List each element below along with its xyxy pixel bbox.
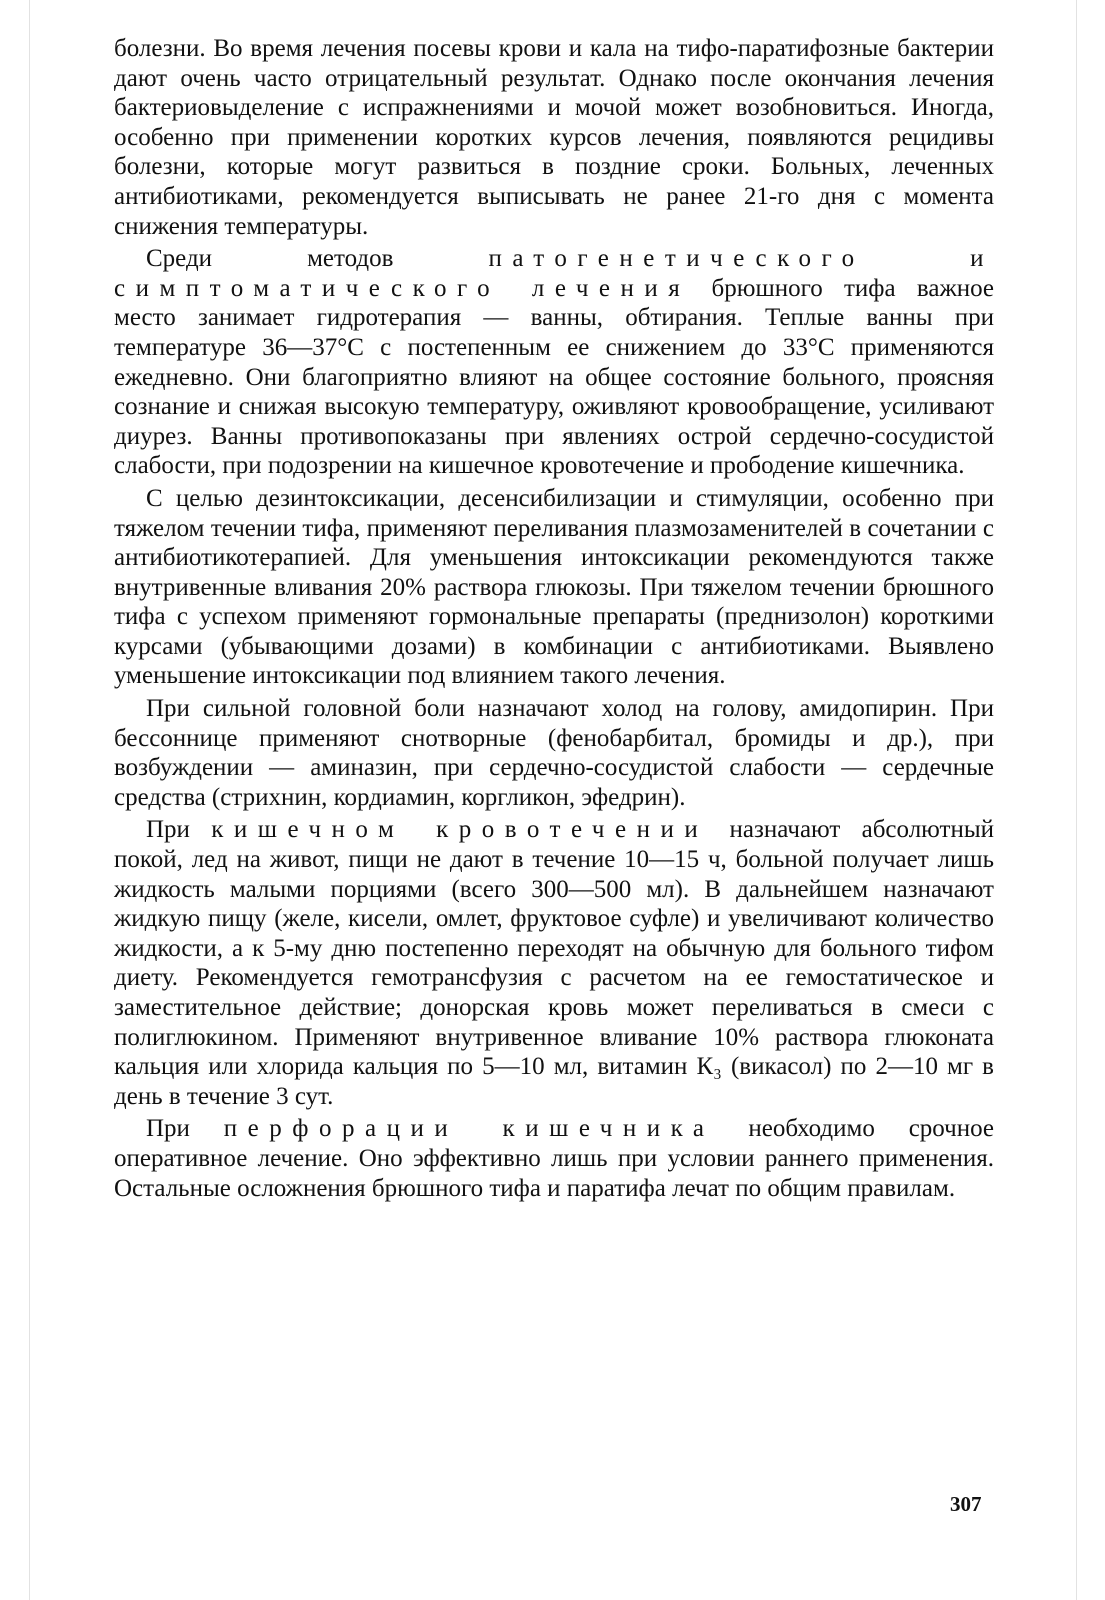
emphasis-pathogenetic-treatment: патогенетического и симптоматического лечения: [114, 245, 994, 302]
page-right-edge: [1076, 0, 1077, 1600]
paragraph-symptomatic-drugs: При сильной головной боли назначают холод на голову, амидопирин. При бессоннице применяют снотворные (фенобарбитал, бромиды и др.), при возбуждении — аминазин, при сердечно-сосудистой слабости — сердечные средства (стрихнин, кордиамин, коргликон, эфедрин).: [114, 695, 994, 811]
paragraph-perforation-body: необходимо срочное оперативное лечение. Оно эффективно лишь при условии раннего применения. Остальные осложнения брюшного тифа и паратифа лечат по общим правилам.: [114, 1115, 994, 1202]
paragraph-hydrotherapy: [114, 244, 994, 481]
page-left-edge: [29, 0, 30, 1600]
page-number: 307: [950, 1492, 982, 1516]
emphasis-intestinal-bleeding: кишечном кровотечении: [211, 816, 709, 844]
paragraph-perforation-lead: При: [146, 1115, 224, 1143]
paragraph-bleeding-lead: При: [146, 816, 212, 844]
paragraph-detoxification: С целью дезинтоксикации, десенсибилизации и стимуляции, особенно при тяжелом течении тифа, применяют переливания плазмозаменителей в сочетании с антибиотикотерапией. Для уменьшения интоксикации рекомендуются также внутривенные вливания 20% раствора глюкозы. При тяжелом течении брюшного тифа с успехом применяют гормональные препараты (преднизолон) короткими курсами (убывающими дозами) в комбинации с антибиотиками. Выявлено уменьшение интоксикации под влиянием такого лечения.: [114, 484, 994, 690]
paragraph-recovery-discharge: болезни. Во время лечения посевы крови и кала на тифо-паратифозные бактерии дают очень часто отрицательный результат. Однако после окончания лечения бактериовыделение с испражнениями и мочой может возобновиться. Иногда, особенно при применении коротких курсов лечения, появляются рецидивы болезни, которые могут развиться в поздние сроки. Больных, леченных антибиотиками, рекомендуется выписывать не ранее 21-го дня с момента снижения температуры.: [114, 35, 994, 240]
emphasis-intestinal-perforation: перфорации кишечника: [223, 1115, 715, 1143]
body-text: [114, 34, 994, 1206]
paragraph-intestinal-bleeding: [114, 815, 994, 1111]
paragraph-hydrotherapy-body: брюшного тифа важное место занимает гидротерапия — ванны, обтирания. Теплые ванны при температуре 36—37°С с постепенным ее снижением до 33°С применяются ежедневно. Они благоприятно влияют на общее состояние больного, проясняя сознание и снижая высокую температуру, оживляют кровообращение, усиливают диурез. Ванны противопоказаны при явлениях острой сердечно-сосудистой слабости, при подозрении на кишечное кровотечение и прободение кишечника.: [114, 274, 995, 480]
paragraph-hydrotherapy-lead: Среди методов: [146, 245, 489, 273]
paragraph-perforation: [114, 1114, 994, 1203]
paragraph-bleeding-body: назначают абсолютный покой, лед на живот, пищи не дают в течение 10—15 ч, больной получает лишь жидкость малыми порциями (всего 300—500 мл). В дальнейшем назначают жидкую пищу (желе, кисели, омлет, фруктовое суфле) и увеличивают количество жидкости, а к 5-му дню постепенно переходят на обычную для больного тифом диету. Рекомендуется гемотрансфузия с расчетом на ее гемостатическое и заместительное действие; донорская кровь может переливаться в смеси с полиглюкином. Применяют внутривенное вливание 10% раствора глюконата кальция или хлорида кальция по 5—10 мл, витамин К₃ (викасол) по 2—10 мг в день в течение 3 сут.: [114, 816, 995, 1110]
